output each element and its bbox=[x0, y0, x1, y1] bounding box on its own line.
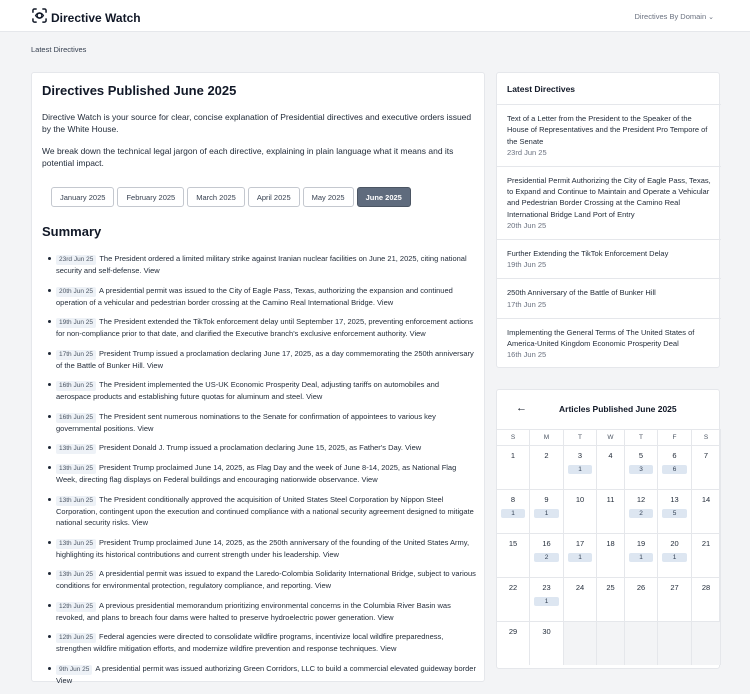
day-number: 5 bbox=[638, 451, 644, 460]
weekday-header: S bbox=[497, 429, 530, 445]
calendar-day[interactable] bbox=[530, 533, 564, 577]
intro-paragraph: We break down the technical legal jargon of each directive, explaining in plain language what it means and its potential impact. bbox=[42, 146, 454, 168]
summary-item bbox=[46, 494, 476, 529]
summary-text: President Trump proclaimed June 14, 2025, as the 250th anniversary of the founding of the United States Army, highlighting its historical contributions and current strength under his leadership. bbox=[56, 537, 470, 559]
directive-title-link[interactable]: Further Extending the TikTok Enforcement Delay bbox=[507, 249, 669, 259]
date-badge: 13th Jun 25 bbox=[56, 444, 96, 454]
article-count-badge: 1 bbox=[629, 553, 653, 562]
article-count-badge: 5 bbox=[662, 509, 687, 518]
day-number: 2 bbox=[544, 451, 549, 460]
calendar-day[interactable] bbox=[625, 445, 658, 489]
calendar-day[interactable] bbox=[625, 489, 658, 533]
calendar-day[interactable] bbox=[692, 533, 721, 577]
day-number: 28 bbox=[701, 583, 711, 592]
calendar-day[interactable] bbox=[530, 489, 564, 533]
latest-directive-item[interactable] bbox=[497, 104, 721, 166]
calendar-day[interactable] bbox=[497, 533, 530, 577]
article-count-badge: 6 bbox=[662, 465, 687, 474]
summary-item bbox=[46, 537, 476, 561]
day-number: 22 bbox=[508, 583, 518, 592]
calendar-day[interactable] bbox=[658, 445, 692, 489]
weekday-header: S bbox=[692, 429, 721, 445]
calendar-day[interactable] bbox=[497, 621, 530, 665]
summary-text: The President implemented the US-UK Economic Prosperity Deal, adjusting tariffs on automobiles and aerospace products and establishing future quotas for aluminum and steel. bbox=[56, 380, 440, 401]
calendar-day[interactable] bbox=[564, 533, 597, 577]
calendar-day[interactable] bbox=[625, 533, 658, 577]
summary-list bbox=[46, 253, 476, 694]
summary-text: The President sent numerous nominations to the Senate for confirmation of appointees to various key governmental positions. bbox=[56, 411, 436, 433]
calendar-card bbox=[496, 389, 720, 669]
weekday-header: M bbox=[530, 429, 564, 445]
calendar-day[interactable] bbox=[597, 533, 625, 577]
article-count-badge: 1 bbox=[501, 509, 525, 518]
directive-title-link[interactable]: 250th Anniversary of the Battle of Bunker Hill bbox=[507, 288, 656, 298]
view-link[interactable]: View bbox=[377, 612, 394, 622]
month-tab[interactable]: June 2025 bbox=[357, 187, 411, 207]
summary-text: President Donald J. Trump issued a proclamation declaring June 15, 2025, as Father's Day. bbox=[98, 443, 403, 452]
summary-item bbox=[46, 379, 476, 403]
view-link[interactable]: View bbox=[377, 297, 394, 307]
view-link[interactable]: View bbox=[146, 360, 164, 370]
breadcrumb[interactable]: Latest Directives bbox=[31, 45, 87, 54]
view-link[interactable]: View bbox=[143, 266, 160, 275]
day-number: 27 bbox=[670, 583, 679, 592]
directive-date: 23rd Jun 25 bbox=[507, 147, 547, 157]
view-link[interactable]: View bbox=[380, 644, 397, 653]
day-number: 7 bbox=[703, 451, 709, 460]
day-number: 18 bbox=[606, 539, 615, 548]
day-number: 26 bbox=[636, 583, 646, 592]
calendar-day[interactable] bbox=[564, 489, 597, 533]
view-link[interactable]: View bbox=[409, 329, 426, 338]
directive-date: 20th Jun 25 bbox=[507, 221, 547, 231]
summary-item bbox=[46, 316, 476, 340]
date-badge: 9th Jun 25 bbox=[56, 665, 92, 675]
summary-item bbox=[46, 285, 476, 309]
day-number: 23 bbox=[542, 583, 551, 592]
view-link[interactable]: View bbox=[131, 518, 148, 527]
calendar-day[interactable] bbox=[530, 621, 564, 665]
summary-item bbox=[46, 663, 476, 687]
date-badge: 20th Jun 25 bbox=[56, 287, 96, 297]
date-badge: 12th Jun 25 bbox=[56, 633, 96, 643]
day-number: 14 bbox=[701, 495, 711, 504]
date-badge: 13th Jun 25 bbox=[56, 570, 96, 580]
day-number: 8 bbox=[510, 495, 516, 504]
month-tab[interactable]: March 2025 bbox=[187, 187, 245, 207]
day-number: 21 bbox=[701, 539, 711, 548]
day-number: 16 bbox=[542, 539, 551, 548]
day-number: 11 bbox=[606, 495, 615, 504]
calendar-empty-cell bbox=[625, 621, 658, 665]
calendar-day[interactable] bbox=[497, 445, 530, 489]
summary-text: A presidential permit was issued to the City of Eagle Pass, Texas, authorizing the expansion and continued operation of a vehicular and pedestrian border crossing at the Camino Real International Bridge. bbox=[56, 285, 453, 307]
day-number: 9 bbox=[544, 495, 549, 504]
date-badge: 23rd Jun 25 bbox=[56, 255, 96, 265]
latest-directives-list bbox=[497, 104, 721, 368]
summary-item bbox=[46, 253, 476, 277]
summary-item bbox=[46, 462, 476, 486]
arrow-left-icon[interactable]: ← bbox=[516, 402, 527, 414]
summary-text: Federal agencies were directed to consolidate wildfire programs, incentivize local wildfire preparedness, strengthen wildfire mitigation efforts, and modernize wildfire prevention and response techniques. bbox=[56, 632, 444, 653]
summary-item bbox=[46, 348, 476, 372]
summary-text: A presidential permit was issued to expand the Laredo-Colombia Solidarity International Bridge, subject to various conditions for environmental protection, regulatory compliance, and reporting. bbox=[56, 569, 476, 590]
view-link[interactable]: View bbox=[314, 581, 332, 590]
summary-item bbox=[46, 411, 476, 435]
article-count-badge: 2 bbox=[629, 509, 653, 518]
latest-directive-item[interactable] bbox=[497, 166, 721, 239]
date-badge: 16th Jun 25 bbox=[56, 381, 96, 391]
day-number: 30 bbox=[542, 627, 551, 636]
day-number: 3 bbox=[577, 451, 583, 460]
calendar-grid bbox=[497, 429, 721, 665]
view-link[interactable]: View bbox=[306, 392, 323, 401]
summary-text: President Trump issued a proclamation declaring June 17, 2025, as a day commemorating the 250th anniversary of the Battle of Bunker Hill. bbox=[56, 348, 474, 370]
calendar-day[interactable] bbox=[658, 489, 692, 533]
directives-card bbox=[31, 72, 485, 685]
view-link[interactable]: View bbox=[322, 549, 339, 559]
chevron-down-icon: ⌄ bbox=[708, 13, 714, 21]
top-bar bbox=[0, 0, 750, 32]
calendar-empty-cell bbox=[658, 621, 692, 665]
month-tab[interactable]: May 2025 bbox=[303, 187, 354, 207]
latest-directive-item[interactable] bbox=[497, 278, 721, 317]
calendar-day[interactable] bbox=[597, 445, 625, 489]
day-number: 17 bbox=[575, 539, 585, 548]
calendar-header bbox=[497, 390, 721, 429]
summary-text: A previous presidential memorandum prioritizing environmental concerns in the Columbia River Basin was revoked, and plans to breach four dams were halted to preserve hydroelectric power generation. bbox=[56, 600, 451, 622]
summary-item bbox=[46, 631, 476, 655]
calendar-day[interactable] bbox=[597, 577, 625, 621]
calendar-day[interactable] bbox=[625, 577, 658, 621]
calendar-day[interactable] bbox=[692, 445, 721, 489]
month-tab[interactable]: April 2025 bbox=[248, 187, 300, 207]
calendar-day[interactable] bbox=[530, 577, 564, 621]
article-count-badge: 1 bbox=[534, 597, 559, 606]
date-badge: 19th Jun 25 bbox=[56, 318, 96, 328]
date-badge: 16th Jun 25 bbox=[56, 413, 96, 423]
summary-item bbox=[46, 600, 476, 624]
view-link[interactable]: View bbox=[405, 443, 422, 452]
summary-heading: Summary bbox=[42, 224, 102, 239]
view-link[interactable]: View bbox=[361, 475, 378, 484]
directives-by-domain-dropdown[interactable] bbox=[634, 12, 714, 21]
day-number: 25 bbox=[606, 583, 615, 592]
calendar-day[interactable] bbox=[692, 577, 721, 621]
day-number: 6 bbox=[672, 451, 677, 460]
calendar-empty-cell bbox=[597, 621, 625, 665]
article-count-badge: 1 bbox=[662, 553, 687, 562]
day-number: 10 bbox=[575, 495, 585, 504]
page-title: Directives Published June 2025 bbox=[42, 83, 237, 98]
latest-directives-heading: Latest Directives bbox=[507, 84, 576, 94]
date-badge: 13th Jun 25 bbox=[56, 464, 96, 474]
article-count-badge: 1 bbox=[568, 465, 592, 474]
calendar-day[interactable] bbox=[597, 489, 625, 533]
calendar-day[interactable] bbox=[497, 577, 530, 621]
summary-text: The President extended the TikTok enforcement delay until September 17, 2025, preventing enforcement actions for non-compliance prior to that date, and clarified the Executive branch's exclusive enforcement authority. bbox=[56, 317, 473, 338]
directive-date: 19th Jun 25 bbox=[507, 260, 547, 270]
article-count-badge: 3 bbox=[629, 465, 653, 474]
intro-paragraph: Directive Watch is your source for clear, concise explanation of Presidential directives and executive orders issued by the White House. bbox=[42, 112, 472, 134]
view-link[interactable]: View bbox=[56, 675, 73, 685]
weekday-header: F bbox=[658, 429, 692, 445]
weekday-header: T bbox=[564, 429, 597, 445]
brand-logo-link[interactable] bbox=[32, 8, 141, 28]
article-count-badge: 1 bbox=[568, 553, 592, 562]
summary-text: The President conditionally approved the acquisition of United States Steel Corporation by Nippon Steel Corporation, contingent upon the execution and continued compliance with a national security agreement designed to mitigate national security risks. bbox=[56, 494, 474, 527]
summary-item bbox=[46, 442, 476, 454]
month-tab[interactable]: January 2025 bbox=[51, 187, 114, 207]
scan-eye-icon bbox=[32, 8, 47, 28]
weekday-header: T bbox=[625, 429, 658, 445]
weekday-header: W bbox=[597, 429, 625, 445]
date-badge: 13th Jun 25 bbox=[56, 496, 96, 506]
directive-title-link[interactable]: Implementing the General Terms of The United States of America-United Kingdom Economic Prosperity Deal bbox=[507, 327, 695, 348]
summary-item bbox=[46, 568, 476, 592]
calendar-empty-cell bbox=[564, 621, 597, 665]
day-number: 19 bbox=[636, 539, 646, 548]
calendar-day[interactable] bbox=[692, 489, 721, 533]
day-number: 12 bbox=[636, 495, 646, 504]
article-count-badge: 2 bbox=[534, 553, 559, 562]
latest-directives-card bbox=[496, 72, 720, 368]
dropdown-label: Directives By Domain bbox=[634, 12, 707, 21]
day-number: 4 bbox=[608, 451, 613, 460]
calendar-day[interactable] bbox=[530, 445, 564, 489]
day-number: 15 bbox=[508, 539, 518, 548]
summary-text: President Trump proclaimed June 14, 2025, as Flag Day and the week of June 8-14, 2025, as National Flag Week, directing flag displays on Federal buildings and encouraging nationwide observance. bbox=[56, 463, 457, 484]
month-tabs bbox=[51, 187, 411, 207]
calendar-day[interactable] bbox=[497, 489, 530, 533]
calendar-day[interactable] bbox=[564, 445, 597, 489]
latest-directive-item[interactable] bbox=[497, 239, 721, 278]
directive-title-link[interactable]: Presidential Permit Authorizing the City of Eagle Pass, Texas, to Expand and Continue to Maintain and Operate a Vehicular and Pedestrian Border Crossing at the Camino Real International Bridge Land Port of Entry bbox=[507, 175, 711, 219]
date-badge: 17th Jun 25 bbox=[56, 350, 96, 360]
day-number: 20 bbox=[670, 539, 679, 548]
directive-date: 16th Jun 25 bbox=[507, 350, 547, 360]
article-count-badge: 1 bbox=[534, 509, 559, 518]
directive-title-link[interactable]: Text of a Letter from the President to the Speaker of the House of Representatives and the President Pro Tempore of the Senate bbox=[507, 114, 708, 146]
day-number: 13 bbox=[670, 495, 679, 504]
calendar-day[interactable] bbox=[564, 577, 597, 621]
day-number: 1 bbox=[510, 451, 516, 460]
date-badge: 13th Jun 25 bbox=[56, 539, 96, 549]
month-tab[interactable]: February 2025 bbox=[117, 187, 184, 207]
calendar-title: Articles Published June 2025 bbox=[559, 404, 677, 414]
brand-name: Directive Watch bbox=[51, 11, 141, 25]
view-link[interactable]: View bbox=[137, 423, 154, 433]
directive-date: 17th Jun 25 bbox=[507, 299, 547, 309]
calendar-day[interactable] bbox=[658, 533, 692, 577]
calendar-day[interactable] bbox=[658, 577, 692, 621]
summary-text: The President ordered a limited military strike against Iranian nuclear facilities on June 21, 2025, citing national security and self-defense. bbox=[56, 254, 467, 275]
day-number: 24 bbox=[575, 583, 585, 592]
date-badge: 12th Jun 25 bbox=[56, 602, 96, 612]
day-number: 29 bbox=[508, 627, 518, 636]
calendar-empty-cell bbox=[692, 621, 721, 665]
summary-text: A presidential permit was issued authorizing Green Corridors, LLC to build a commercial elevated guideway border bbox=[95, 663, 476, 673]
latest-directive-item[interactable] bbox=[497, 318, 721, 369]
